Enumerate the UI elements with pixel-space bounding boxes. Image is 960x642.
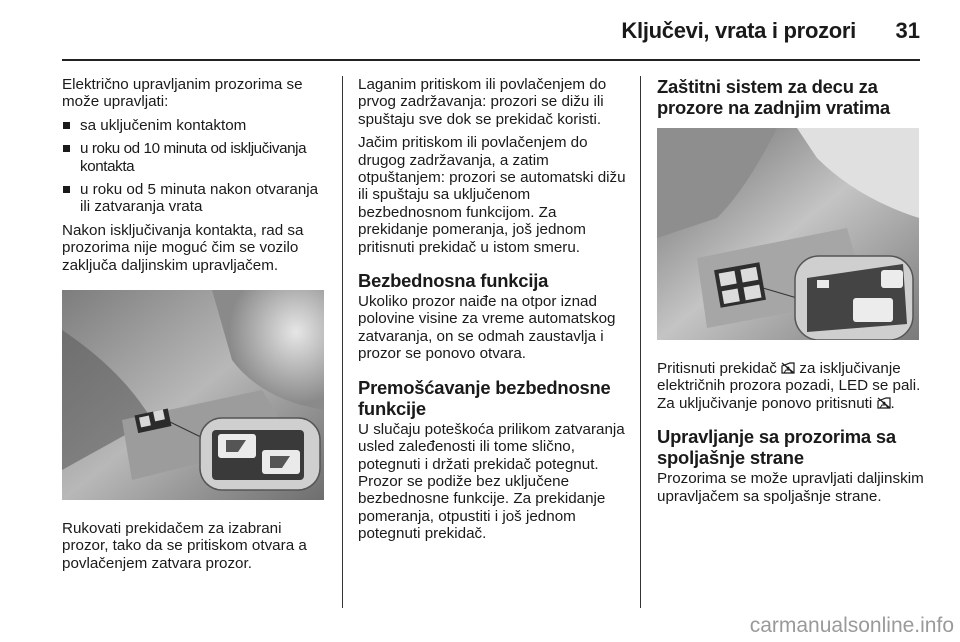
column-3 <box>657 76 925 511</box>
column-2 <box>358 76 626 549</box>
intro-text: Električno upravljanim prozorima se može upravljati: <box>62 76 303 111</box>
child-lock-instructions <box>657 360 925 412</box>
window-switch-photo <box>62 290 324 500</box>
conditions-list <box>62 117 330 216</box>
section-heading: Bezbednosna funkcija <box>358 270 549 292</box>
page-title: Ključevi, vrata i prozori <box>621 18 856 43</box>
child-window-lock-icon <box>781 362 795 374</box>
operation-caption: Rukovati prekidačem za izabrani prozor, tako da se pritiskom otvara a povlačenjem zatvara prozor. <box>62 520 307 572</box>
section-heading: Zaštitni sistem za decu za prozore na zadnjim vratima <box>657 76 890 118</box>
paragraph: Jačim pritiskom ili povlačenjem do drugog zadržavanja, a zatim otpuštanjem: prozori se automatski dižu ili spuštaju sa uključenom bezbednosnom funkcijom. Za prekidanje pomeranja, još jednom pritisnuti prekidač u istom smeru. <box>358 134 626 256</box>
lock-note: Nakon isključivanja kontakta, rad sa prozorima nije moguć čim se vozilo zaključa daljinskim upravljačem. <box>62 221 304 274</box>
instruction-text: . <box>890 394 895 412</box>
column-1 <box>62 76 330 578</box>
paragraph: U slučaju poteškoća prilikom zatvaranja usled zaleđenosti ili tome slično, potegnuti i držati prekidač potegnut. Prozor se podiže bez uključene bezbednosne funkcije. Za prekidanje pomeranja, otpustiti i još jednom potegnuti prekidač. <box>358 420 625 543</box>
section-heading: Premošćavanje bezbednosne funkcije <box>358 376 611 419</box>
section-heading: Upravljanje sa prozorima sa spoljašnje strane <box>657 426 896 469</box>
page-header <box>62 14 920 58</box>
column-divider <box>342 76 343 608</box>
page-number: 31 <box>895 18 920 43</box>
bullet-icon <box>63 145 70 152</box>
list-item <box>62 117 330 134</box>
instruction-text: Pritisnuti prekidač <box>657 360 777 377</box>
bullet-icon <box>63 186 70 193</box>
child-window-lock-icon <box>877 397 891 409</box>
watermark: carmanualsonline.info <box>749 614 954 637</box>
instruction-text: za isključivanje električnih prozora pozadi, LED se pali. Za uključivanje ponovo pritisnuti <box>657 360 921 412</box>
column-divider <box>640 76 641 608</box>
header-rule <box>62 59 920 61</box>
list-item-text: u roku od 5 minuta nakon otvaranja ili zatvaranja vrata <box>80 181 319 216</box>
paragraph: Ukoliko prozor naiđe na otpor iznad polovine visine za vreme automatskog zatvaranja, on se odmah zaustavlja i prozor se ponovo otvara. <box>358 293 616 363</box>
list-item-text: sa uključenim kontaktom <box>80 116 247 134</box>
bullet-icon <box>63 122 70 129</box>
list-item <box>62 140 330 175</box>
child-lock-switch-photo <box>657 128 919 340</box>
paragraph: Laganim pritiskom ili povlačenjem do prvog zadržavanja: prozori se dižu ili spuštaju sve dok se prekidač koristi. <box>358 76 607 128</box>
list-item-text: u roku od 10 minuta od isključivanja kontakta <box>80 140 307 175</box>
list-item <box>62 181 330 216</box>
paragraph: Prozorima se može upravljati daljinskim upravljačem sa spoljašnje strane. <box>657 470 924 505</box>
